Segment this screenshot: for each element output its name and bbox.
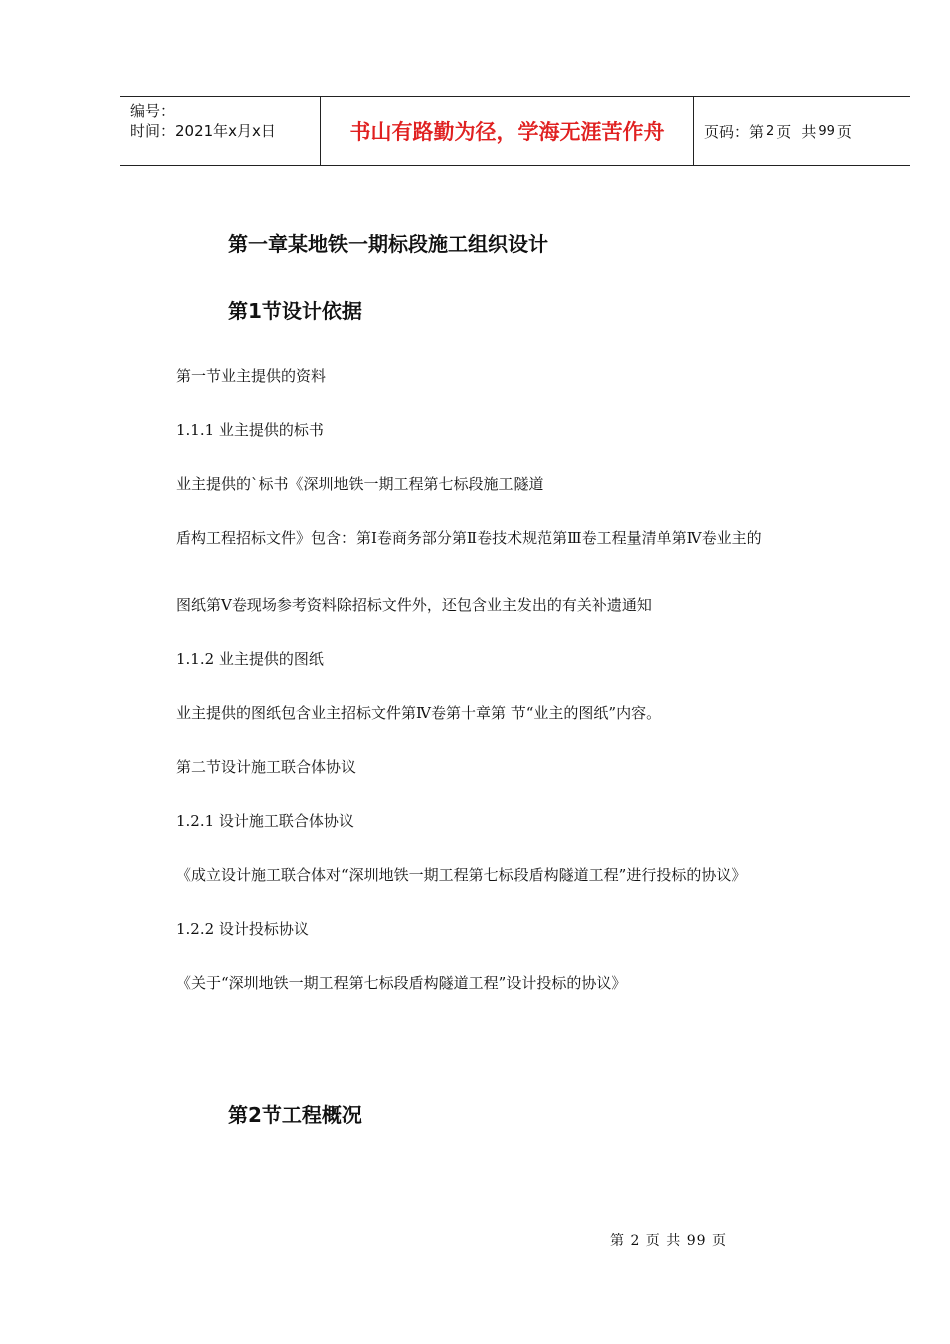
page-prefix: 页码：第 [704, 122, 765, 141]
header-motto-cell [321, 97, 694, 165]
header-page-cell [694, 97, 910, 165]
paragraph: 第一节业主提供的资料 [176, 367, 327, 385]
motto-text: 书山有路勤为径，学海无涯苦作舟 [349, 119, 665, 144]
page-total: 99 [818, 123, 835, 139]
paragraph: 盾构工程招标文件》包含：第Ⅰ卷商务部分第Ⅱ卷技术规范第Ⅲ卷工程量清单第Ⅳ卷业主的 [176, 529, 762, 547]
page-footer: 第 2 页 共 99 页 [610, 1233, 727, 1249]
page-suffix: 页 [836, 122, 852, 141]
paragraph: 1.1.1 业主提供的标书 [176, 421, 324, 439]
paragraph: 1.1.2 业主提供的图纸 [176, 650, 324, 668]
section-title: 第1节设计依据 [228, 299, 362, 323]
page-mid: 页 [776, 122, 792, 141]
page-header [120, 96, 910, 166]
chapter-title: 第一章某地铁一期标段施工组织设计 [228, 232, 548, 256]
paragraph: 业主提供的`标书《深圳地铁一期工程第七标段施工隧道 [176, 475, 544, 493]
paragraph: 图纸第Ⅴ卷现场参考资料除招标文件外，还包含业主发出的有关补遗通知 [176, 596, 652, 614]
paragraph: 《成立设计施工联合体对“深圳地铁一期工程第七标段盾构隧道工程”进行投标的协议》 [176, 866, 747, 884]
header-info-cell [120, 97, 321, 165]
paragraph: 《关于“深圳地铁一期工程第七标段盾构隧道工程”设计投标的协议》 [176, 974, 627, 992]
section-title: 第2节工程概况 [228, 1103, 362, 1127]
paragraph: 第二节设计施工联合体协议 [176, 758, 357, 776]
page-current: 2 [766, 123, 775, 139]
page-total-prefix: 共 [801, 122, 817, 141]
paragraph: 1.2.2 设计投标协议 [176, 920, 309, 938]
time-label: 时间：2021年x月x日 [130, 122, 276, 140]
paragraph: 1.2.1 设计施工联合体协议 [176, 812, 354, 830]
paragraph: 业主提供的图纸包含业主招标文件第Ⅳ卷第十章第 节“业主的图纸”内容。 [176, 704, 662, 722]
serial-label: 编号： [130, 102, 176, 120]
